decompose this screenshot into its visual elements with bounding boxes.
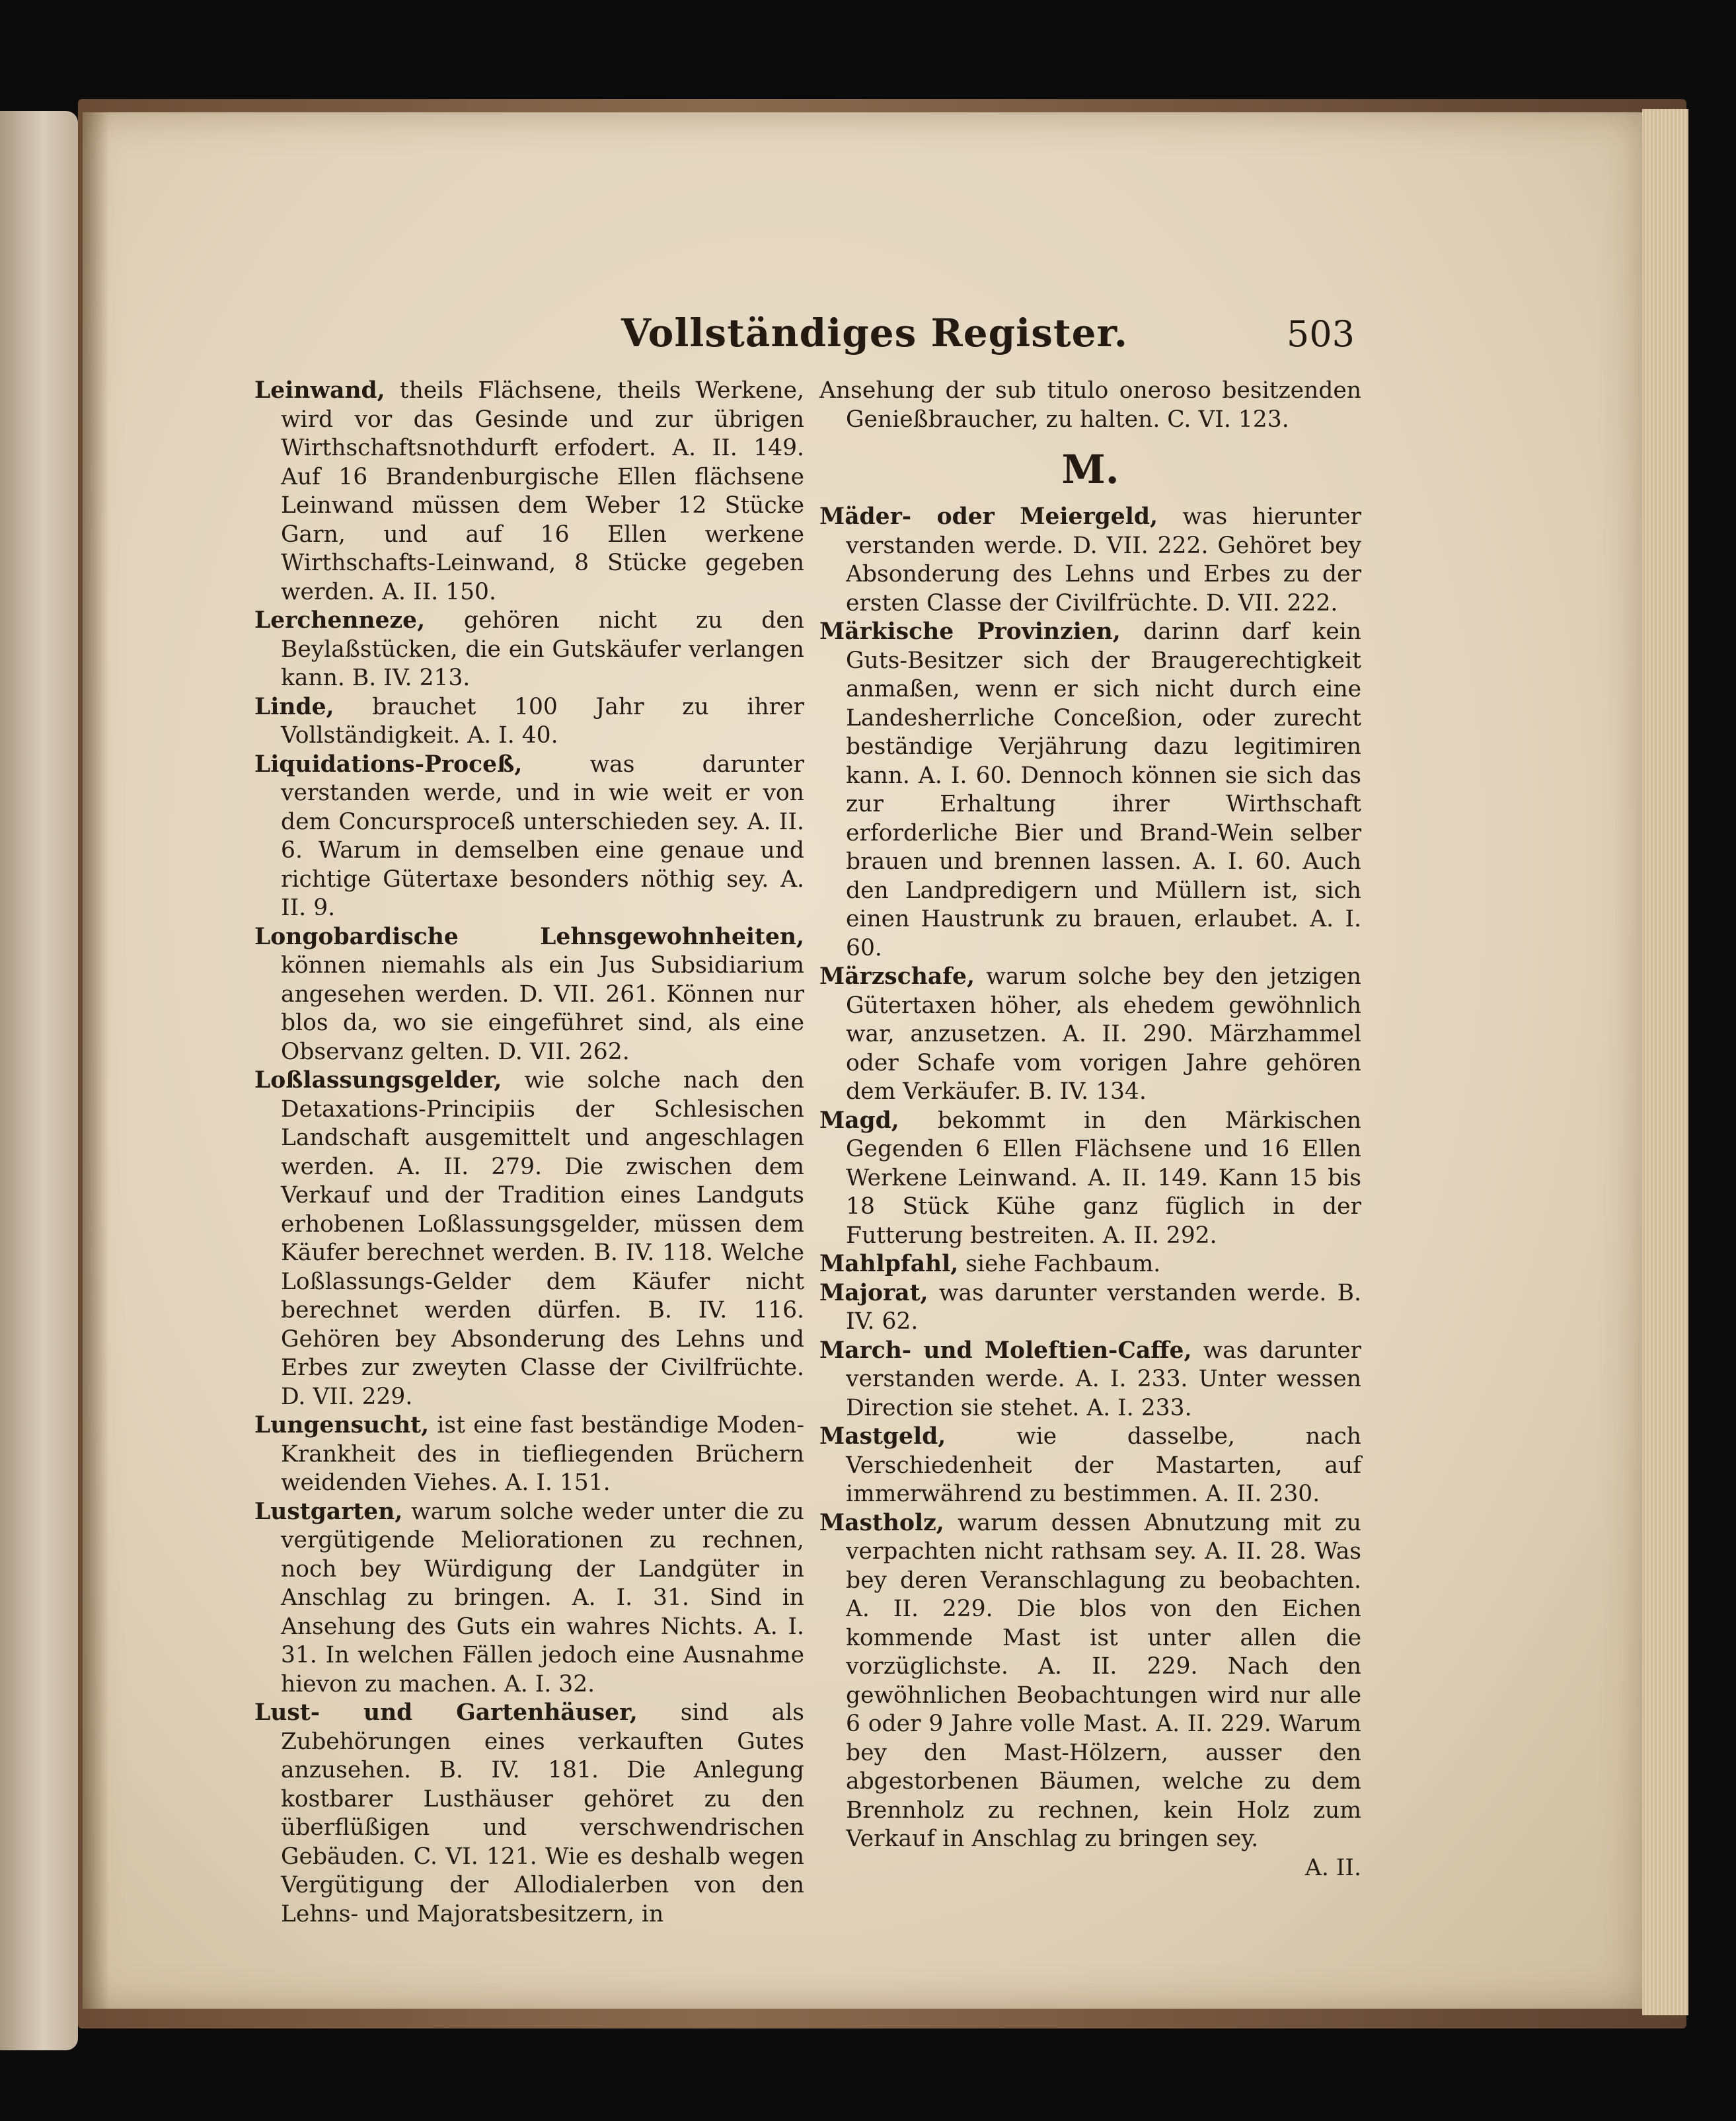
register-entry — [819, 503, 1361, 618]
register-entry — [254, 1699, 804, 1929]
entry-text: brauchet 100 Jahr zu ihrer Vollständigkeit. A. I. 40. — [281, 693, 804, 749]
entry-headword: Majorat, — [819, 1279, 928, 1306]
entry-headword: March- und Moleftien-Caffe, — [819, 1337, 1192, 1364]
entry-headword: Märkische Provinzien, — [819, 618, 1121, 645]
entry-text: siehe Fachbaum. — [965, 1251, 1161, 1277]
register-entry — [254, 1411, 804, 1498]
section-letter: M. — [1061, 447, 1119, 493]
register-entry — [254, 1066, 804, 1411]
page-fore-edge — [1642, 109, 1688, 2015]
right-entries — [819, 503, 1361, 1854]
entry-headword: Lerchenneze, — [254, 607, 426, 634]
entry-text: wie dasselbe, nach Verschiedenheit der Mastarten, auf immerwährend zu bestimmen. A. II. 230. — [846, 1423, 1361, 1507]
register-entry — [254, 607, 804, 693]
register-entry — [819, 1107, 1361, 1251]
entry-headword: Liquidations-Proceß, — [254, 751, 523, 778]
entry-text: wie solche nach den Detaxations-Principiis der Schlesischen Landschaft ausgemittelt und angeschlagen werden. A. II. 279. Die zwischen dem Verkauf und der Tradition eines Landguts erhobenen Loßlassungsgelder, müssen dem Käufer berechnet werden. B. IV. 118. Welche Loßlassungs-Gelder dem Käufer nicht berechnet werden dürfen. B. IV. 116. Gehören bey Absonderung des Lehns und Erbes zur zweyten Classe der Civilfrüchte. D. VII. 229. — [281, 1067, 804, 1410]
continuation-text: Ansehung der sub titulo oneroso besitzenden Genießbraucher, zu halten. C. VI. 123. — [819, 377, 1361, 433]
register-entry — [254, 693, 804, 751]
register-entry — [819, 1509, 1361, 1854]
page-title: Vollständiges Register. — [621, 311, 1128, 355]
page-number: 503 — [1286, 313, 1355, 355]
entry-text: darinn darf kein Guts-Besitzer sich der Braugerechtigkeit anmaßen, wenn er sich nicht durch eine Landesherrliche Conceßion, oder zurecht beständige Verjährung dazu legitimiren kann. A. I. 60. Dennoch können sie sich das zur Erhaltung ihrer Wirthschaft erforderliche Bier und Brand-Wein selber brauen und brennen lassen. A. I. 60. Auch den Landpredigern und Müllern ist, sich einen Haustrunk zu brauen, erlaubet. A. I. 60. — [846, 618, 1362, 961]
entry-text: sind als Zubehörungen eines verkauften Gutes anzusehen. B. IV. 181. Die Anlegung kostbarer Lusthäuser gehöret zu den überflüßigen und verschwendrischen Gebäuden. C. VI. 121. Wie es deshalb wegen Vergütigung der Allodialerben von den Lehns- und Majoratsbesitzern, in — [281, 1699, 804, 1927]
entry-text: können niemahls als ein Jus Subsidiarium angesehen werden. D. VII. 261. Können nur blos da, wo sie eingeführet sind, als eine Observanz gelten. D. VII. 262. — [281, 952, 804, 1065]
catchword: A. II. — [1304, 1854, 1361, 1881]
entry-headword: Märzschafe, — [819, 963, 975, 990]
left-column — [254, 377, 804, 1929]
register-entry — [254, 923, 804, 1067]
register-entry — [819, 1279, 1361, 1337]
entry-headword: Mahlpfahl, — [819, 1251, 959, 1277]
entry-text: was darunter verstanden werde. A. I. 233. Unter wessen Direction sie stehet. A. I. 233. — [846, 1337, 1361, 1421]
entry-text: warum solche weder unter die zu vergütigende Meliorationen zu rechnen, noch bey Würdigung der Landgüter in Anschlag zu bringen. A. I. 31. Sind in Ansehung des Guts ein wahres Nichts. A. I. 31. In welchen Fällen jedoch eine Ausnahme hievon zu machen. A. I. 32. — [281, 1498, 804, 1697]
entry-text: was hierunter verstanden werde. D. VII. 222. Gehöret bey Absonderung des Lehns und Erbes zu der ersten Classe der Civilfrüchte. D. VII. 222. — [846, 503, 1361, 616]
register-entry — [819, 618, 1361, 963]
entry-headword: Lustgarten, — [254, 1498, 403, 1525]
entry-text: ist eine fast beständige Moden-Krankheit des in tiefliegenden Brüchern weidenden Viehes. A. I. 151. — [281, 1412, 804, 1496]
register-entry — [254, 377, 804, 607]
register-entry — [819, 963, 1361, 1107]
entry-text: was darunter verstanden werde. B. IV. 62. — [846, 1279, 1362, 1335]
entry-headword: Mastgeld, — [819, 1423, 946, 1450]
left-page-edge — [0, 111, 78, 2050]
entry-headword: Magd, — [819, 1107, 899, 1134]
entry-text: theils Flächsene, theils Werkene, wird vor das Gesinde und zur übrigen Wirthschaftsnothdurft erfodert. A. II. 149. Auf 16 Brandenburgische Ellen flächsene Leinwand müssen dem Weber 12 Stücke Garn, und auf 16 Ellen werkene Wirthschafts-Leinwand, 8 Stücke gegeben werden. A. II. 150. — [281, 377, 804, 605]
entry-headword: Lust- und Gartenhäuser, — [254, 1699, 638, 1726]
register-entry — [819, 1250, 1361, 1279]
entry-headword: Mäder- oder Meiergeld, — [819, 503, 1158, 530]
register-entry — [254, 1498, 804, 1699]
entry-text: was darunter verstanden werde, und in wie weit er von dem Concursproceß unterschieden sey. A. II. 6. Warum in demselben eine genaue und richtige Gütertaxe besonders nöthig sey. A. II. 9. — [281, 751, 804, 921]
entry-headword: Leinwand, — [254, 377, 385, 404]
register-entry — [819, 1337, 1361, 1423]
entry-headword: Longobardische Lehnsgewohnheiten, — [254, 923, 804, 950]
entry-headword: Mastholz, — [819, 1509, 944, 1536]
running-header — [621, 311, 1355, 370]
entry-text: gehören nicht zu den Beylaßstücken, die ein Gutskäufer verlangen kann. B. IV. 213. — [281, 607, 805, 691]
register-entry — [819, 1423, 1361, 1509]
register-entry — [254, 751, 804, 923]
right-column — [819, 377, 1361, 1882]
entry-headword: Loßlassungsgelder, — [254, 1067, 502, 1094]
entry-headword: Linde, — [254, 693, 334, 720]
entry-headword: Lungensucht, — [254, 1412, 430, 1438]
entry-text: warum dessen Abnutzung mit zu verpachten nicht rathsam sey. A. II. 28. Was bey deren Veranschlagung zu beobachten. A. II. 229. Die blos von den Eichen kommende Mast ist unter allen die vorzüglichste. A. II. 229. Nach den gewöhnlichen Beobachtungen wird nur alle 6 oder 9 Jahre volle Mast. A. II. 229. Warum bey den Mast-Hölzern, ausser den abgestorbenen Bäumen, welche zu dem Brennholz zu rechnen, kein Holz zum Verkauf in Anschlag zu bringen sey. — [846, 1509, 1362, 1852]
gutter-shadow — [83, 112, 109, 2009]
entry-text: bekommt in den Märkischen Gegenden 6 Ellen Flächsene und 16 Ellen Werkene Leinwand. A. II. 149. Kann 15 bis 18 Stück Kühe ganz füglich in der Futterung bestreiten. A. II. 292. — [846, 1107, 1361, 1249]
entry-text: warum solche bey den jetzigen Gütertaxen höher, als ehedem gewöhnlich war, anzusetzen. A. II. 290. Märzhammel oder Schafe vom vorigen Jahre gehören dem Verkäufer. B. IV. 134. — [846, 963, 1361, 1105]
